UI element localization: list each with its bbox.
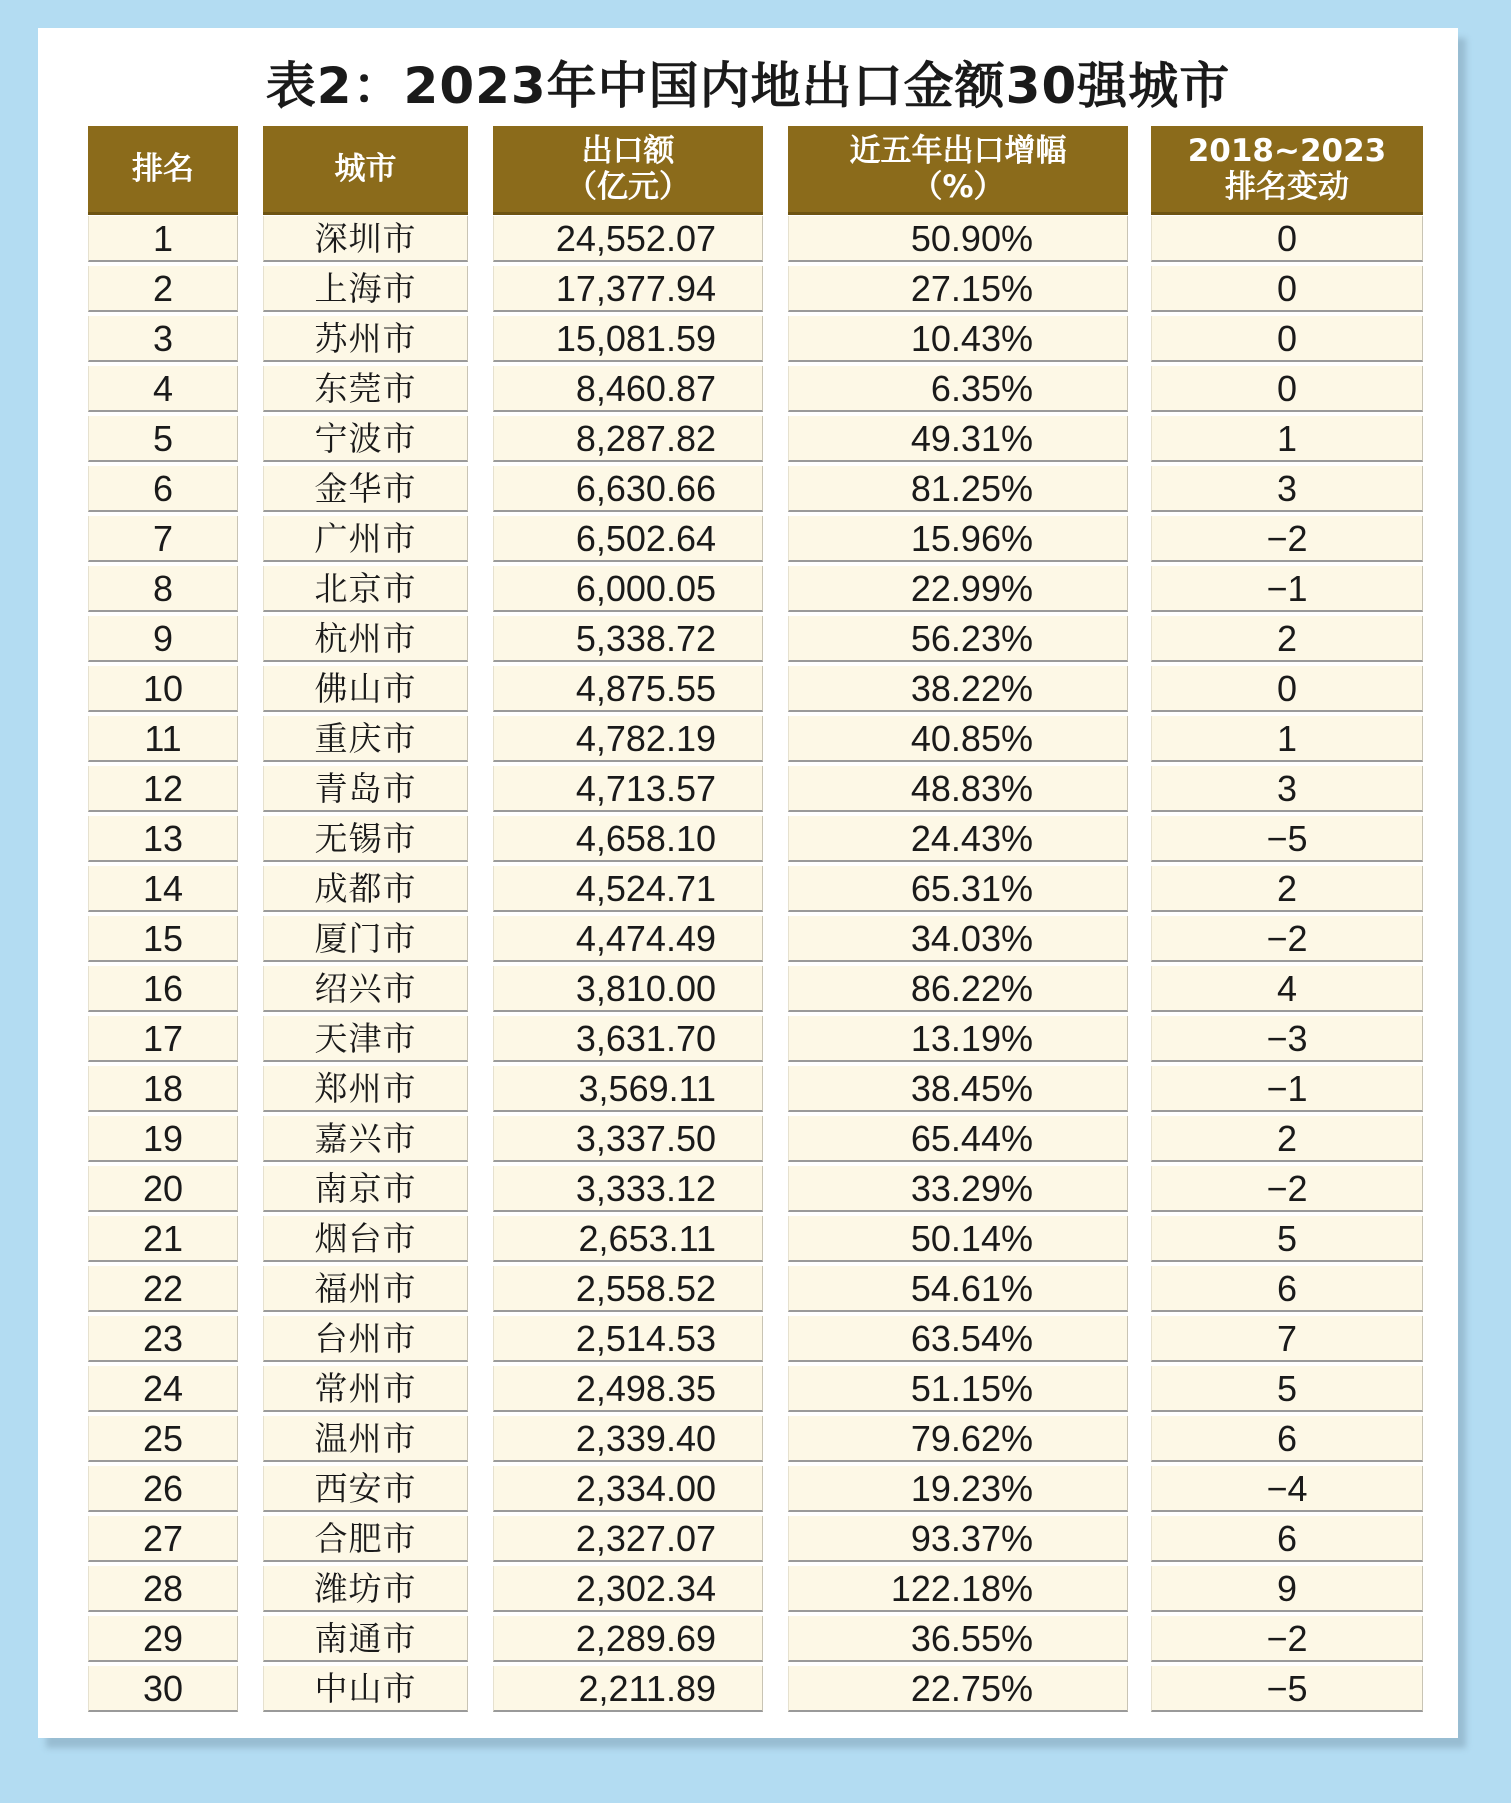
column-growth — [788, 126, 1128, 1712]
table-cell-growth: 86.22% — [788, 966, 1128, 1012]
header-export — [493, 126, 763, 212]
table-cell-city: 烟台市 — [263, 1216, 468, 1262]
table-cell-export: 4,782.19 — [493, 716, 763, 762]
table-cell-growth: 24.43% — [788, 816, 1128, 862]
table-cell-export: 24,552.07 — [493, 216, 763, 262]
header-rank-change-label: 排名变动 — [1225, 169, 1349, 205]
table-cell-export: 2,327.07 — [493, 1516, 763, 1562]
table-cell-city: 无锡市 — [263, 816, 468, 862]
table-cell-change: 6 — [1151, 1516, 1423, 1562]
table-cell-city: 西安市 — [263, 1466, 468, 1512]
column-export — [493, 126, 763, 1712]
table-cell-change: 1 — [1151, 716, 1423, 762]
table-cell-city: 南通市 — [263, 1616, 468, 1662]
table-cell-city: 上海市 — [263, 266, 468, 312]
table-cell-change: −1 — [1151, 1066, 1423, 1112]
table-cell-growth: 34.03% — [788, 916, 1128, 962]
header-rank-label: 排名 — [132, 151, 194, 187]
header-growth-label: 近五年出口增幅 — [849, 133, 1067, 169]
table-cell-export: 4,474.49 — [493, 916, 763, 962]
table-cell-rank: 1 — [88, 216, 238, 262]
table-cell-growth: 81.25% — [788, 466, 1128, 512]
table-cell-rank: 7 — [88, 516, 238, 562]
table-cell-growth: 38.45% — [788, 1066, 1128, 1112]
table-cell-growth: 6.35% — [788, 366, 1128, 412]
table-cell-growth: 93.37% — [788, 1516, 1128, 1562]
table-cell-growth: 19.23% — [788, 1466, 1128, 1512]
table-cell-change: −4 — [1151, 1466, 1423, 1512]
table-cell-growth: 122.18% — [788, 1566, 1128, 1612]
table-cell-export: 15,081.59 — [493, 316, 763, 362]
table-cell-change: 2 — [1151, 616, 1423, 662]
table-cell-rank: 15 — [88, 916, 238, 962]
table-cell-city: 金华市 — [263, 466, 468, 512]
table-card — [38, 28, 1458, 1738]
table-cell-rank: 11 — [88, 716, 238, 762]
table-cell-change: −1 — [1151, 566, 1423, 612]
table-cell-city: 青岛市 — [263, 766, 468, 812]
table-cell-rank: 3 — [88, 316, 238, 362]
table-cell-city: 苏州市 — [263, 316, 468, 362]
table-cell-export: 4,658.10 — [493, 816, 763, 862]
table-cell-city: 台州市 — [263, 1316, 468, 1362]
table-cell-growth: 79.62% — [788, 1416, 1128, 1462]
table-cell-export: 2,289.69 — [493, 1616, 763, 1662]
table-cell-change: 2 — [1151, 1116, 1423, 1162]
table-cell-rank: 25 — [88, 1416, 238, 1462]
table-cell-change: 1 — [1151, 416, 1423, 462]
table-cell-rank: 29 — [88, 1616, 238, 1662]
table-cell-city: 北京市 — [263, 566, 468, 612]
table-cell-rank: 12 — [88, 766, 238, 812]
table-cell-change: 5 — [1151, 1366, 1423, 1412]
table-cell-growth: 22.75% — [788, 1666, 1128, 1712]
table-cell-growth: 65.44% — [788, 1116, 1128, 1162]
table-cell-export: 6,502.64 — [493, 516, 763, 562]
table-cell-change: −2 — [1151, 1166, 1423, 1212]
table-cell-growth: 65.31% — [788, 866, 1128, 912]
table-cell-growth: 56.23% — [788, 616, 1128, 662]
table-cell-city: 广州市 — [263, 516, 468, 562]
table-cell-growth: 15.96% — [788, 516, 1128, 562]
table-cell-growth: 22.99% — [788, 566, 1128, 612]
table-cell-growth: 48.83% — [788, 766, 1128, 812]
table-cell-change: 6 — [1151, 1266, 1423, 1312]
column-rank — [88, 126, 238, 1712]
table-cell-city: 绍兴市 — [263, 966, 468, 1012]
table-cell-change: 9 — [1151, 1566, 1423, 1612]
table-cell-city: 南京市 — [263, 1166, 468, 1212]
table-cell-export: 4,524.71 — [493, 866, 763, 912]
table-cell-rank: 8 — [88, 566, 238, 612]
table-cell-city: 东莞市 — [263, 366, 468, 412]
table-cell-export: 4,713.57 — [493, 766, 763, 812]
table-cell-city: 福州市 — [263, 1266, 468, 1312]
table-cell-rank: 10 — [88, 666, 238, 712]
table-cell-city: 重庆市 — [263, 716, 468, 762]
table-cell-growth: 10.43% — [788, 316, 1128, 362]
table-cell-change: −2 — [1151, 516, 1423, 562]
table-cell-rank: 2 — [88, 266, 238, 312]
table-cell-export: 6,000.05 — [493, 566, 763, 612]
table-cell-rank: 13 — [88, 816, 238, 862]
page-title: 表2：2023年中国内地出口金额30强城市 — [265, 57, 1231, 115]
table-cell-rank: 18 — [88, 1066, 238, 1112]
table-cell-change: −3 — [1151, 1016, 1423, 1062]
table-cell-growth: 63.54% — [788, 1316, 1128, 1362]
table-cell-change: 2 — [1151, 866, 1423, 912]
table-cell-rank: 23 — [88, 1316, 238, 1362]
table-cell-growth: 27.15% — [788, 266, 1128, 312]
header-rank-change — [1151, 126, 1423, 212]
table-cell-city: 厦门市 — [263, 916, 468, 962]
table-cell-export: 2,653.11 — [493, 1216, 763, 1262]
table-cell-growth: 51.15% — [788, 1366, 1128, 1412]
column-rank-change — [1151, 126, 1423, 1712]
table-cell-growth: 38.22% — [788, 666, 1128, 712]
table-cell-city: 宁波市 — [263, 416, 468, 462]
table-cell-export: 8,460.87 — [493, 366, 763, 412]
table-cell-change: 5 — [1151, 1216, 1423, 1262]
header-export-label: 出口额 — [581, 133, 675, 169]
table-cell-growth: 13.19% — [788, 1016, 1128, 1062]
table-cell-rank: 22 — [88, 1266, 238, 1312]
table-cell-export: 2,514.53 — [493, 1316, 763, 1362]
table-cell-rank: 26 — [88, 1466, 238, 1512]
table-cell-export: 3,569.11 — [493, 1066, 763, 1112]
header-rank — [88, 126, 238, 212]
table-cell-city: 中山市 — [263, 1666, 468, 1712]
table-cell-rank: 30 — [88, 1666, 238, 1712]
table-cell-export: 3,810.00 — [493, 966, 763, 1012]
table-cell-growth: 49.31% — [788, 416, 1128, 462]
table-cell-rank: 4 — [88, 366, 238, 412]
table-cell-change: −2 — [1151, 1616, 1423, 1662]
table-cell-change: −5 — [1151, 816, 1423, 862]
header-city-label: 城市 — [334, 151, 397, 187]
table-cell-change: 7 — [1151, 1316, 1423, 1362]
table-cell-city: 郑州市 — [263, 1066, 468, 1112]
table-cell-change: −2 — [1151, 916, 1423, 962]
table-cell-change: 0 — [1151, 316, 1423, 362]
table-cell-export: 3,631.70 — [493, 1016, 763, 1062]
table-cell-growth: 50.90% — [788, 216, 1128, 262]
table-cell-city: 潍坊市 — [263, 1566, 468, 1612]
table-cell-export: 17,377.94 — [493, 266, 763, 312]
table-cell-city: 天津市 — [263, 1016, 468, 1062]
table-cell-change: 3 — [1151, 766, 1423, 812]
table-cell-export: 3,333.12 — [493, 1166, 763, 1212]
table-cell-export: 4,875.55 — [493, 666, 763, 712]
table-cell-rank: 9 — [88, 616, 238, 662]
table-cell-growth: 36.55% — [788, 1616, 1128, 1662]
table-cell-export: 2,558.52 — [493, 1266, 763, 1312]
table-cell-growth: 33.29% — [788, 1166, 1128, 1212]
table-cell-export: 2,498.35 — [493, 1366, 763, 1412]
table-cell-export: 2,339.40 — [493, 1416, 763, 1462]
table-cell-growth: 50.14% — [788, 1216, 1128, 1262]
header-export-unit: （亿元） — [566, 169, 690, 205]
table-cell-export: 5,338.72 — [493, 616, 763, 662]
table-cell-city: 杭州市 — [263, 616, 468, 662]
table-cell-growth: 40.85% — [788, 716, 1128, 762]
table-cell-export: 2,302.34 — [493, 1566, 763, 1612]
table-cell-rank: 24 — [88, 1366, 238, 1412]
table-cell-rank: 19 — [88, 1116, 238, 1162]
table-cell-change: 3 — [1151, 466, 1423, 512]
table-cell-city: 佛山市 — [263, 666, 468, 712]
table-cell-rank: 6 — [88, 466, 238, 512]
table-cell-export: 6,630.66 — [493, 466, 763, 512]
header-rank-change-years: 2018~2023 — [1187, 133, 1387, 169]
table-cell-change: 6 — [1151, 1416, 1423, 1462]
table-cell-change: 0 — [1151, 266, 1423, 312]
table-cell-city: 温州市 — [263, 1416, 468, 1462]
table-cell-export: 3,337.50 — [493, 1116, 763, 1162]
table-cell-change: 0 — [1151, 216, 1423, 262]
table-cell-rank: 14 — [88, 866, 238, 912]
table-cell-export: 2,334.00 — [493, 1466, 763, 1512]
table-cell-rank: 27 — [88, 1516, 238, 1562]
table-cell-export: 2,211.89 — [493, 1666, 763, 1712]
table-cell-change: 0 — [1151, 666, 1423, 712]
table-cell-city: 常州市 — [263, 1366, 468, 1412]
table-cell-city: 合肥市 — [263, 1516, 468, 1562]
table-cell-rank: 21 — [88, 1216, 238, 1262]
table-cell-change: −5 — [1151, 1666, 1423, 1712]
table-cell-city: 嘉兴市 — [263, 1116, 468, 1162]
table-cell-rank: 20 — [88, 1166, 238, 1212]
table-cell-rank: 28 — [88, 1566, 238, 1612]
table-cell-rank: 17 — [88, 1016, 238, 1062]
table-cell-change: 4 — [1151, 966, 1423, 1012]
table-cell-change: 0 — [1151, 366, 1423, 412]
table-cell-city: 深圳市 — [263, 216, 468, 262]
table-cell-city: 成都市 — [263, 866, 468, 912]
column-city — [263, 126, 468, 1712]
table-cell-rank: 5 — [88, 416, 238, 462]
table-cell-rank: 16 — [88, 966, 238, 1012]
header-growth-unit: （%） — [911, 169, 1005, 205]
header-growth — [788, 126, 1128, 212]
table-cell-growth: 54.61% — [788, 1266, 1128, 1312]
table-cell-export: 8,287.82 — [493, 416, 763, 462]
header-city — [263, 126, 468, 212]
